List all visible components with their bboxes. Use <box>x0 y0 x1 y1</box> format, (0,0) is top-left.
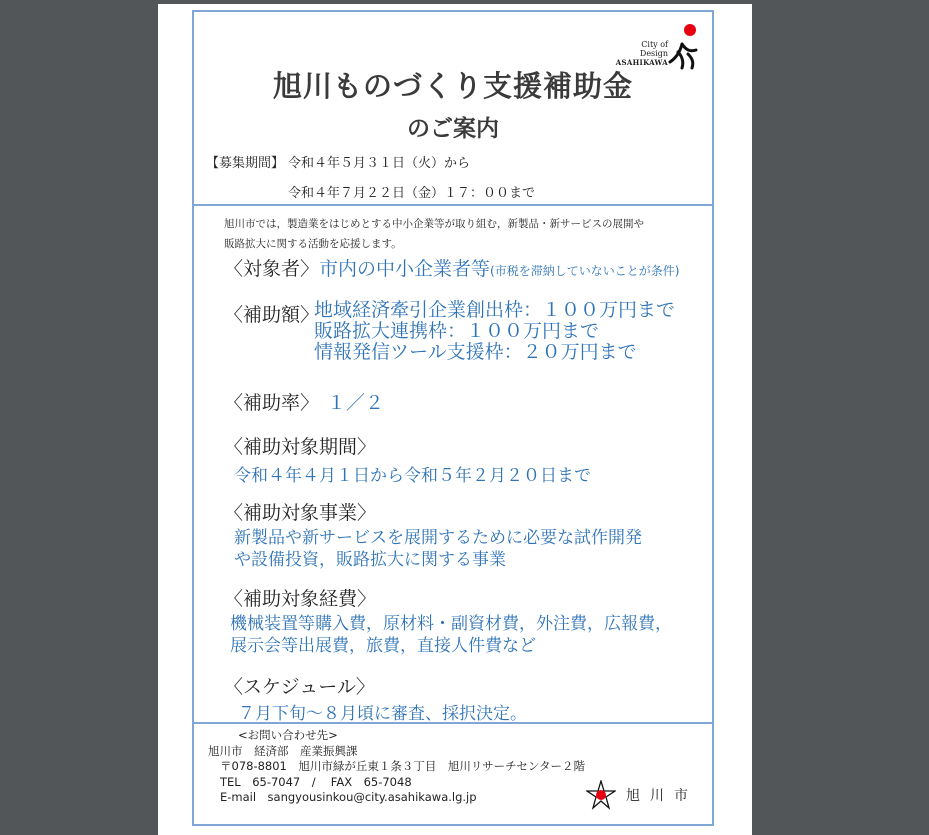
expenses-line2: 展示会等出展費，旅費，直接人件費など <box>230 636 536 656</box>
amount-items <box>314 300 675 363</box>
projects-value <box>234 527 642 571</box>
contact-label: <お問い合わせ先> <box>238 728 338 742</box>
expenses-value <box>230 613 672 657</box>
city-crest-icon <box>586 780 616 810</box>
period-heading: 〈補助対象期間〉 <box>224 436 377 458</box>
rate-heading: 〈補助率〉 <box>224 392 320 414</box>
amount-heading: 〈補助額〉 <box>224 304 320 326</box>
header-box <box>192 10 714 206</box>
rate-value: １／２ <box>327 392 385 414</box>
section-amount <box>224 300 319 327</box>
period-label: 【募集期間】 <box>206 156 285 171</box>
section-target <box>224 254 679 281</box>
section-expenses <box>224 584 672 657</box>
projects-line2: や設備投資，販路拡大に関する事業 <box>234 550 506 570</box>
expenses-line1: 機械装置等購入費，原材料・副資材費，外注費，広報費， <box>230 614 672 634</box>
contact-address: 〒078-8801 旭川市緑が丘東１条３丁目 旭川リサーチセンター２階 <box>220 759 585 773</box>
details-box <box>192 204 714 724</box>
amount-item-3: 情報発信ツール支援枠：２０万円まで <box>314 341 637 363</box>
application-period-end: 令和４年７月２２日（金）１７：００まで <box>288 186 536 201</box>
page-subtitle: のご案内 <box>407 116 499 142</box>
contact-tel-fax: TEL 65-7047 / FAX 65-7048 <box>220 774 412 789</box>
amount-item-1: 地域経済牽引企業創出枠：１００万円まで <box>314 299 676 321</box>
period-value: 令和４年４月１日から令和５年２月２０日まで <box>234 466 591 486</box>
contact-dept: 旭川市 経済部 産業振興課 <box>208 743 358 758</box>
page-title: 旭川ものづくり支援補助金 <box>272 69 633 103</box>
intro-text <box>224 214 694 254</box>
document-page <box>158 4 752 835</box>
contact-info <box>208 728 585 806</box>
application-period-start <box>206 152 470 171</box>
schedule-heading: 〈スケジュール〉 <box>224 676 375 698</box>
schedule-value: ７月下旬～８月頃に審査、採択決定。 <box>238 704 527 724</box>
projects-line1: 新製品や新サービスを展開するために必要な試作開発 <box>234 528 642 548</box>
contact-box <box>192 722 714 826</box>
target-value: 市内の中小企業者等 <box>319 258 491 280</box>
amount-item-2: 販路拡大連携枠：１００万円まで <box>314 320 600 342</box>
logo-text-line1: City of Design <box>639 40 668 58</box>
target-heading: 〈対象者〉 <box>224 258 320 280</box>
logo-text-line2: ASAHIKAWA <box>615 58 668 67</box>
target-note: (市税を滞納していないことが条件) <box>490 264 680 278</box>
city-emblem <box>586 780 698 810</box>
section-period <box>224 432 591 486</box>
section-projects <box>224 498 642 571</box>
intro-line1: 旭川市では，製造業をはじめとする中小企業等が取り組む，新製品・新サービスの展開や <box>224 218 644 230</box>
intro-line2: 販路拡大に関する活動を応援します。 <box>224 238 402 250</box>
period-start-text: 令和４年５月３１日（火）から <box>288 156 471 171</box>
contact-email: E-mail sangyousinkou@city.asahikawa.lg.jp <box>220 790 477 804</box>
design-figure-icon <box>666 22 702 70</box>
section-schedule <box>224 672 527 724</box>
projects-heading: 〈補助対象事業〉 <box>224 502 377 524</box>
section-rate <box>224 388 384 415</box>
city-name: 旭川市 <box>626 788 698 804</box>
expenses-heading: 〈補助対象経費〉 <box>224 588 377 610</box>
